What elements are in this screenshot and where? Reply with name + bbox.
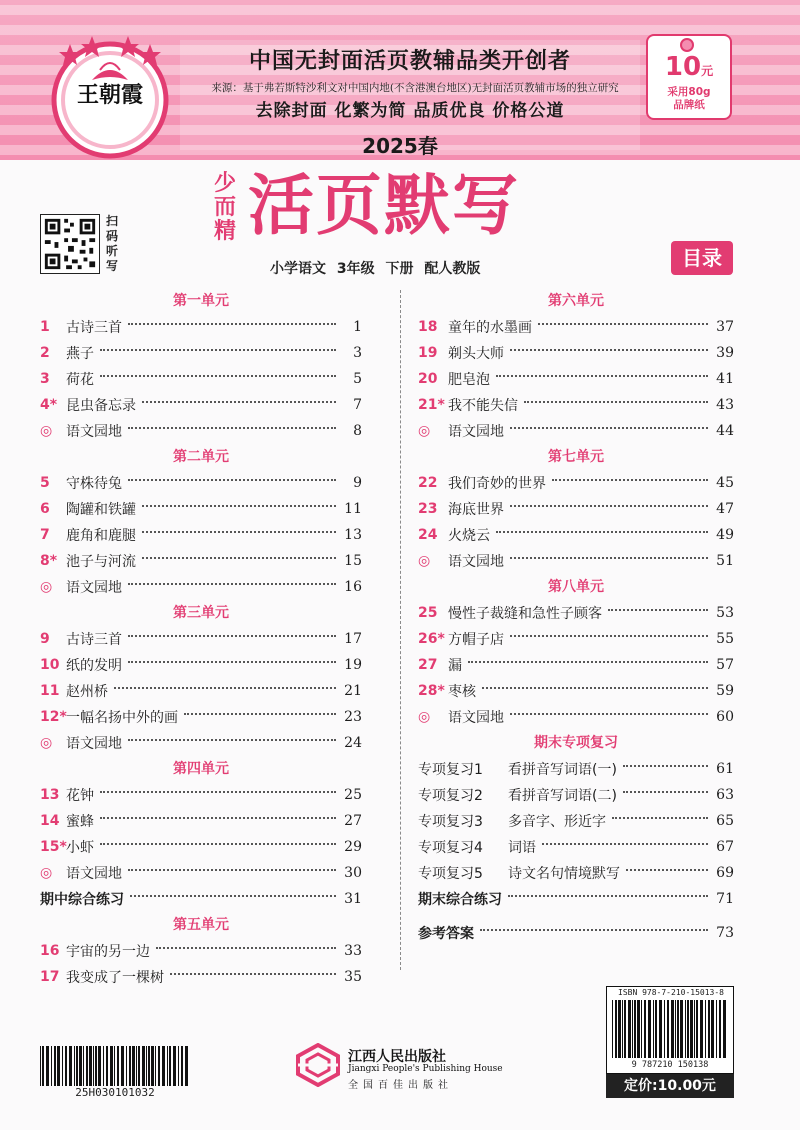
toc-entry-title: 语文园地 <box>66 424 122 440</box>
toc-entry[interactable] <box>418 470 734 496</box>
toc-entry-number: 专项复习4 <box>418 840 483 856</box>
toc-entry-title: 看拼音写词语(一) <box>508 762 617 778</box>
toc-entry-leader <box>510 713 708 715</box>
toc-entry-leader <box>100 791 336 793</box>
toc-entry-title: 词语 <box>508 840 536 856</box>
title-prefix: 少而精 <box>213 171 236 244</box>
toc-entry[interactable] <box>40 470 362 496</box>
toc-entry-title: 多音字、形近字 <box>508 814 606 830</box>
publisher-name: 江西人民出版社 <box>348 1049 446 1065</box>
toc-entry[interactable] <box>418 782 734 808</box>
price-tag-paper-line1: 采用80g <box>667 86 711 98</box>
toc-badge: 目录 <box>671 241 733 275</box>
toc-entry-leader <box>128 479 336 481</box>
toc-entry-number: 18 <box>418 319 438 335</box>
toc-entry-title: 我不能失信 <box>448 398 518 414</box>
toc-entry-title: 方帽子店 <box>448 632 504 648</box>
toc-entry-number: 专项复习1 <box>418 762 483 778</box>
toc-entry-title: 荷花 <box>66 372 94 388</box>
toc-entry-number: ◎ <box>418 423 431 439</box>
book-title: 活页默写 <box>248 167 520 244</box>
toc-entry-number: 21* <box>418 397 445 413</box>
toc-entry-leader <box>128 661 336 663</box>
toc-entry-number: 5 <box>40 475 50 491</box>
toc-entry-title: 期末综合练习 <box>418 892 502 908</box>
unit-heading: 第一单元 <box>173 293 229 309</box>
toc-entry-page: 37 <box>716 319 734 335</box>
toc-entry-page: 9 <box>353 475 362 491</box>
toc-entry-leader <box>482 687 708 689</box>
toc-entry[interactable] <box>418 860 734 886</box>
toc-entry-number: 24 <box>418 527 438 543</box>
toc-entry-page: 29 <box>344 839 362 855</box>
season-label: 2025春 <box>362 134 438 158</box>
toc-entry[interactable] <box>40 964 362 990</box>
toc-entry-number: 27 <box>418 657 438 673</box>
toc-entry[interactable] <box>40 626 362 652</box>
toc-entry-page: 49 <box>716 527 734 543</box>
toc-entry[interactable] <box>418 392 734 418</box>
toc-entry-leader <box>142 557 336 559</box>
toc-entry-title: 肥皂泡 <box>448 372 490 388</box>
qr-code[interactable] <box>40 214 100 274</box>
toc-entry-page: 47 <box>716 501 734 517</box>
toc-entry-title: 参考答案 <box>418 926 474 942</box>
toc-entry-title: 我变成了一棵树 <box>66 970 164 986</box>
toc-entry-number: ◎ <box>418 553 431 569</box>
toc-entry[interactable] <box>418 600 734 626</box>
toc-entry-leader <box>508 895 708 897</box>
toc-entry-title: 纸的发明 <box>66 658 122 674</box>
source-note: 来源：基于弗若斯特沙利文对中国内地(不含港澳台地区)无封面活页教辅市场的独立研究 <box>211 82 619 94</box>
toc-entry[interactable] <box>418 834 734 860</box>
unit-heading: 第四单元 <box>173 761 229 777</box>
toc-entry-number: 7 <box>40 527 50 543</box>
price-tag-paper <box>646 86 732 112</box>
toc-left-column <box>40 288 362 990</box>
toc-entry[interactable] <box>418 626 734 652</box>
toc-entry-title: 语文园地 <box>448 424 504 440</box>
toc-entry[interactable] <box>40 392 362 418</box>
toc-entry-leader <box>130 895 336 897</box>
unit-heading: 第三单元 <box>173 605 229 621</box>
toc-entry-leader <box>552 479 708 481</box>
column-divider <box>400 290 401 970</box>
toc-entry-page: 25 <box>344 787 362 803</box>
toc-entry-title: 诗文名句情境默写 <box>508 866 620 882</box>
toc-entry-leader <box>142 401 336 403</box>
toc-entry-number: 14 <box>40 813 60 829</box>
toc-entry-page: 71 <box>716 891 734 907</box>
toc-entry-page: 61 <box>716 761 734 777</box>
toc-entry-page: 53 <box>716 605 734 621</box>
toc-entry-page: 7 <box>353 397 362 413</box>
toc-entry-leader <box>510 635 708 637</box>
toc-entry[interactable] <box>40 782 362 808</box>
isbn-digits: 9 787210 150138 <box>631 1060 709 1070</box>
toc-entry-title: 宇宙的另一边 <box>66 944 150 960</box>
toc-entry-number: 专项复习5 <box>418 866 483 882</box>
toc-entry-page: 15 <box>344 553 362 569</box>
toc-entry[interactable] <box>40 730 362 756</box>
batch-barcode <box>40 1046 190 1086</box>
toc-entry-leader <box>114 687 336 689</box>
toc-entry-leader <box>128 869 336 871</box>
unit-heading: 第六单元 <box>548 293 604 309</box>
toc-entry-number: ◎ <box>40 735 53 751</box>
toc-entry-leader <box>100 817 336 819</box>
toc-entry-title: 童年的水墨画 <box>448 320 532 336</box>
toc-entry-leader <box>623 765 708 767</box>
toc-entry-page: 21 <box>344 683 362 699</box>
toc-entry-leader <box>480 929 708 931</box>
toc-entry-title: 看拼音写词语(二) <box>508 788 617 804</box>
toc-entry[interactable] <box>40 704 362 730</box>
toc-entry-leader <box>128 635 336 637</box>
toc-entry-number: 4* <box>40 397 58 413</box>
toc-entry[interactable] <box>418 652 734 678</box>
toc-entry[interactable] <box>418 340 734 366</box>
toc-entry-page: 35 <box>344 969 362 985</box>
toc-entry[interactable] <box>418 920 734 946</box>
toc-entry-number: 22 <box>418 475 438 491</box>
toc-entry-title: 慢性子裁缝和急性子顾客 <box>448 606 602 622</box>
toc-entry-leader <box>524 401 708 403</box>
toc-entry-page: 45 <box>716 475 734 491</box>
toc-entry-number: 9 <box>40 631 50 647</box>
toc-entry-leader <box>142 531 336 533</box>
toc-entry-page: 27 <box>344 813 362 829</box>
toc-entry-page: 16 <box>344 579 362 595</box>
toc-entry-leader <box>100 375 336 377</box>
toc-entry-page: 31 <box>344 891 362 907</box>
toc-entry[interactable] <box>40 574 362 600</box>
toc-entry-page: 3 <box>353 345 362 361</box>
toc-entry-leader <box>608 609 708 611</box>
unit-heading: 第八单元 <box>548 579 604 595</box>
toc-entry-number: ◎ <box>40 865 53 881</box>
toc-entry-page: 24 <box>344 735 362 751</box>
toc-entry[interactable] <box>40 340 362 366</box>
toc-entry-number: 15* <box>40 839 67 855</box>
publisher-distinction: 全国百佳出版社 <box>348 1080 453 1091</box>
toc-entry[interactable] <box>40 886 362 912</box>
toc-entry-leader <box>100 843 336 845</box>
toc-entry-title: 语文园地 <box>66 736 122 752</box>
toc-entry-leader <box>128 323 336 325</box>
toc-entry[interactable] <box>40 860 362 886</box>
toc-entry-leader <box>100 349 336 351</box>
toc-entry-leader <box>128 583 336 585</box>
toc-entry-number: 10 <box>40 657 60 673</box>
isbn-number: ISBN 978-7-210-15013-8 <box>618 988 724 997</box>
toc-entry-number: 25 <box>418 605 438 621</box>
toc-entry[interactable] <box>418 418 734 444</box>
toc-entry-page: 8 <box>353 423 362 439</box>
toc-entry-leader <box>510 427 708 429</box>
toc-entry[interactable] <box>418 756 734 782</box>
toc-entry-number: 16 <box>40 943 60 959</box>
toc-entry-leader <box>626 869 708 871</box>
toc-entry[interactable] <box>40 808 362 834</box>
toc-entry[interactable] <box>40 548 362 574</box>
price-tag-paper-line2: 品牌纸 <box>673 99 705 111</box>
toc-entry-number: 20 <box>418 371 438 387</box>
toc-entry-title: 小虾 <box>66 840 94 856</box>
toc-entry-number: ◎ <box>418 709 431 725</box>
toc-entry-leader <box>496 531 708 533</box>
toc-entry[interactable] <box>418 678 734 704</box>
toc-entry-title: 语文园地 <box>66 866 122 882</box>
toc-entry-number: 专项复习2 <box>418 788 483 804</box>
toc-entry-page: 41 <box>716 371 734 387</box>
toc-entry-title: 鹿角和鹿腿 <box>66 528 136 544</box>
toc-entry-page: 30 <box>344 865 362 881</box>
toc-entry-number: ◎ <box>40 423 53 439</box>
toc-entry-page: 44 <box>716 423 734 439</box>
toc-entry[interactable] <box>418 886 734 912</box>
brand-name: 王朝霞 <box>76 82 143 108</box>
price-tag-unit: 元 <box>701 64 714 78</box>
toc-entry-page: 63 <box>716 787 734 803</box>
unit-heading: 期末专项复习 <box>534 735 618 751</box>
toc-entry-page: 17 <box>344 631 362 647</box>
toc-entry-page: 23 <box>344 709 362 725</box>
toc-entry-number: 28* <box>418 683 445 699</box>
toc-entry-page: 43 <box>716 397 734 413</box>
toc-entry-number: 8* <box>40 553 58 569</box>
toc-entry-title: 我们奇妙的世界 <box>448 476 546 492</box>
toc-entry-title: 燕子 <box>66 346 94 362</box>
book-subtitle: 小学语文 3年级 下册 配人教版 <box>270 261 481 277</box>
isbn-barcode <box>612 1000 728 1058</box>
toc-entry-leader <box>156 947 336 949</box>
toc-entry[interactable] <box>40 834 362 860</box>
toc-entry-title: 守株待兔 <box>66 476 122 492</box>
toc-entry-leader <box>510 505 708 507</box>
toc-entry-page: 11 <box>344 501 362 517</box>
toc-entry-page: 67 <box>716 839 734 855</box>
toc-entry-number: 13 <box>40 787 60 803</box>
unit-heading: 第二单元 <box>173 449 229 465</box>
toc-entry-number: 1 <box>40 319 50 335</box>
toc-entry-title: 古诗三首 <box>66 632 122 648</box>
toc-right-column <box>418 288 734 946</box>
toc-entry[interactable] <box>418 522 734 548</box>
toc-entry[interactable] <box>40 522 362 548</box>
toc-entry[interactable] <box>40 938 362 964</box>
toc-entry-title: 海底世界 <box>448 502 504 518</box>
toc-entry-title: 期中综合练习 <box>40 892 124 908</box>
slogan-four: 去除封面 化繁为简 品质优良 价格公道 <box>255 101 565 121</box>
toc-entry-page: 60 <box>716 709 734 725</box>
price-tag-hole <box>680 38 694 52</box>
toc-entry[interactable] <box>40 678 362 704</box>
toc-entry-leader <box>468 661 708 663</box>
toc-entry[interactable] <box>418 366 734 392</box>
toc-entry[interactable] <box>40 314 362 340</box>
toc-entry-title: 昆虫备忘录 <box>66 398 136 414</box>
toc-entry-title: 语文园地 <box>448 710 504 726</box>
toc-entry-page: 69 <box>716 865 734 881</box>
toc-entry-page: 59 <box>716 683 734 699</box>
toc-entry-number: 17 <box>40 969 60 985</box>
toc-entry-leader <box>612 817 708 819</box>
toc-entry-leader <box>128 739 336 741</box>
toc-entry-title: 漏 <box>448 658 462 674</box>
publisher-name-en: Jiangxi People's Publishing House <box>348 1064 503 1074</box>
toc-entry-number: 12* <box>40 709 67 725</box>
toc-entry-number: 3 <box>40 371 50 387</box>
toc-entry-leader <box>128 427 336 429</box>
toc-entry-title: 花钟 <box>66 788 94 804</box>
toc-entry-page: 39 <box>716 345 734 361</box>
toc-entry-leader <box>623 791 708 793</box>
toc-entry-number: 11 <box>40 683 60 699</box>
toc-entry-page: 57 <box>716 657 734 673</box>
toc-entry-page: 1 <box>353 319 362 335</box>
toc-entry[interactable] <box>418 808 734 834</box>
toc-entry-title: 语文园地 <box>448 554 504 570</box>
toc-entry-title: 剃头大师 <box>448 346 504 362</box>
toc-entry-number: 6 <box>40 501 50 517</box>
price-label: 定价:10.00元 <box>606 1074 734 1098</box>
toc-entry[interactable] <box>418 496 734 522</box>
toc-entry-number: 26* <box>418 631 445 647</box>
toc-entry-page: 19 <box>344 657 362 673</box>
toc-entry-number: ◎ <box>40 579 53 595</box>
toc-entry[interactable] <box>40 652 362 678</box>
toc-entry-page: 5 <box>353 371 362 387</box>
toc-entry-leader <box>142 505 336 507</box>
toc-entry[interactable] <box>418 548 734 574</box>
toc-entry-number: 2 <box>40 345 50 361</box>
toc-entry-title: 一幅名扬中外的画 <box>66 710 178 726</box>
toc-entry-title: 蜜蜂 <box>66 814 94 830</box>
toc-entry-page: 55 <box>716 631 734 647</box>
toc-entry-title: 语文园地 <box>66 580 122 596</box>
toc-entry-leader <box>510 557 708 559</box>
toc-entry-title: 火烧云 <box>448 528 490 544</box>
toc-entry-title: 赵州桥 <box>66 684 108 700</box>
toc-entry[interactable] <box>418 314 734 340</box>
toc-entry[interactable] <box>418 704 734 730</box>
toc-entry-title: 枣核 <box>448 684 476 700</box>
toc-entry-leader <box>184 713 336 715</box>
toc-entry[interactable] <box>40 418 362 444</box>
batch-code: 25H030101032 <box>75 1086 155 1099</box>
toc-entry-number: 23 <box>418 501 438 517</box>
toc-entry-leader <box>538 323 708 325</box>
toc-entry[interactable] <box>40 366 362 392</box>
toc-entry-number: 专项复习3 <box>418 814 483 830</box>
toc-entry-leader <box>510 349 708 351</box>
toc-entry-leader <box>542 843 708 845</box>
price-tag-amount: 10元 <box>664 52 714 82</box>
toc-entry[interactable] <box>40 496 362 522</box>
unit-heading: 第五单元 <box>173 917 229 933</box>
slogan-main: 中国无封面活页教辅品类开创者 <box>248 49 571 74</box>
toc-entry-number: 19 <box>418 345 438 361</box>
unit-heading: 第七单元 <box>548 449 604 465</box>
publisher-logo <box>296 1043 340 1087</box>
toc-entry-title: 古诗三首 <box>66 320 122 336</box>
toc-entry-title: 池子与河流 <box>66 554 136 570</box>
toc-entry-leader <box>496 375 708 377</box>
toc-entry-page: 13 <box>344 527 362 543</box>
qr-label: 扫码听写 <box>106 214 119 273</box>
toc-entry-leader <box>170 973 336 975</box>
toc-entry-page: 51 <box>716 553 734 569</box>
toc-entry-title: 陶罐和铁罐 <box>66 502 136 518</box>
toc-entry-page: 73 <box>716 925 734 941</box>
toc-entry-page: 33 <box>344 943 362 959</box>
toc-entry-page: 65 <box>716 813 734 829</box>
